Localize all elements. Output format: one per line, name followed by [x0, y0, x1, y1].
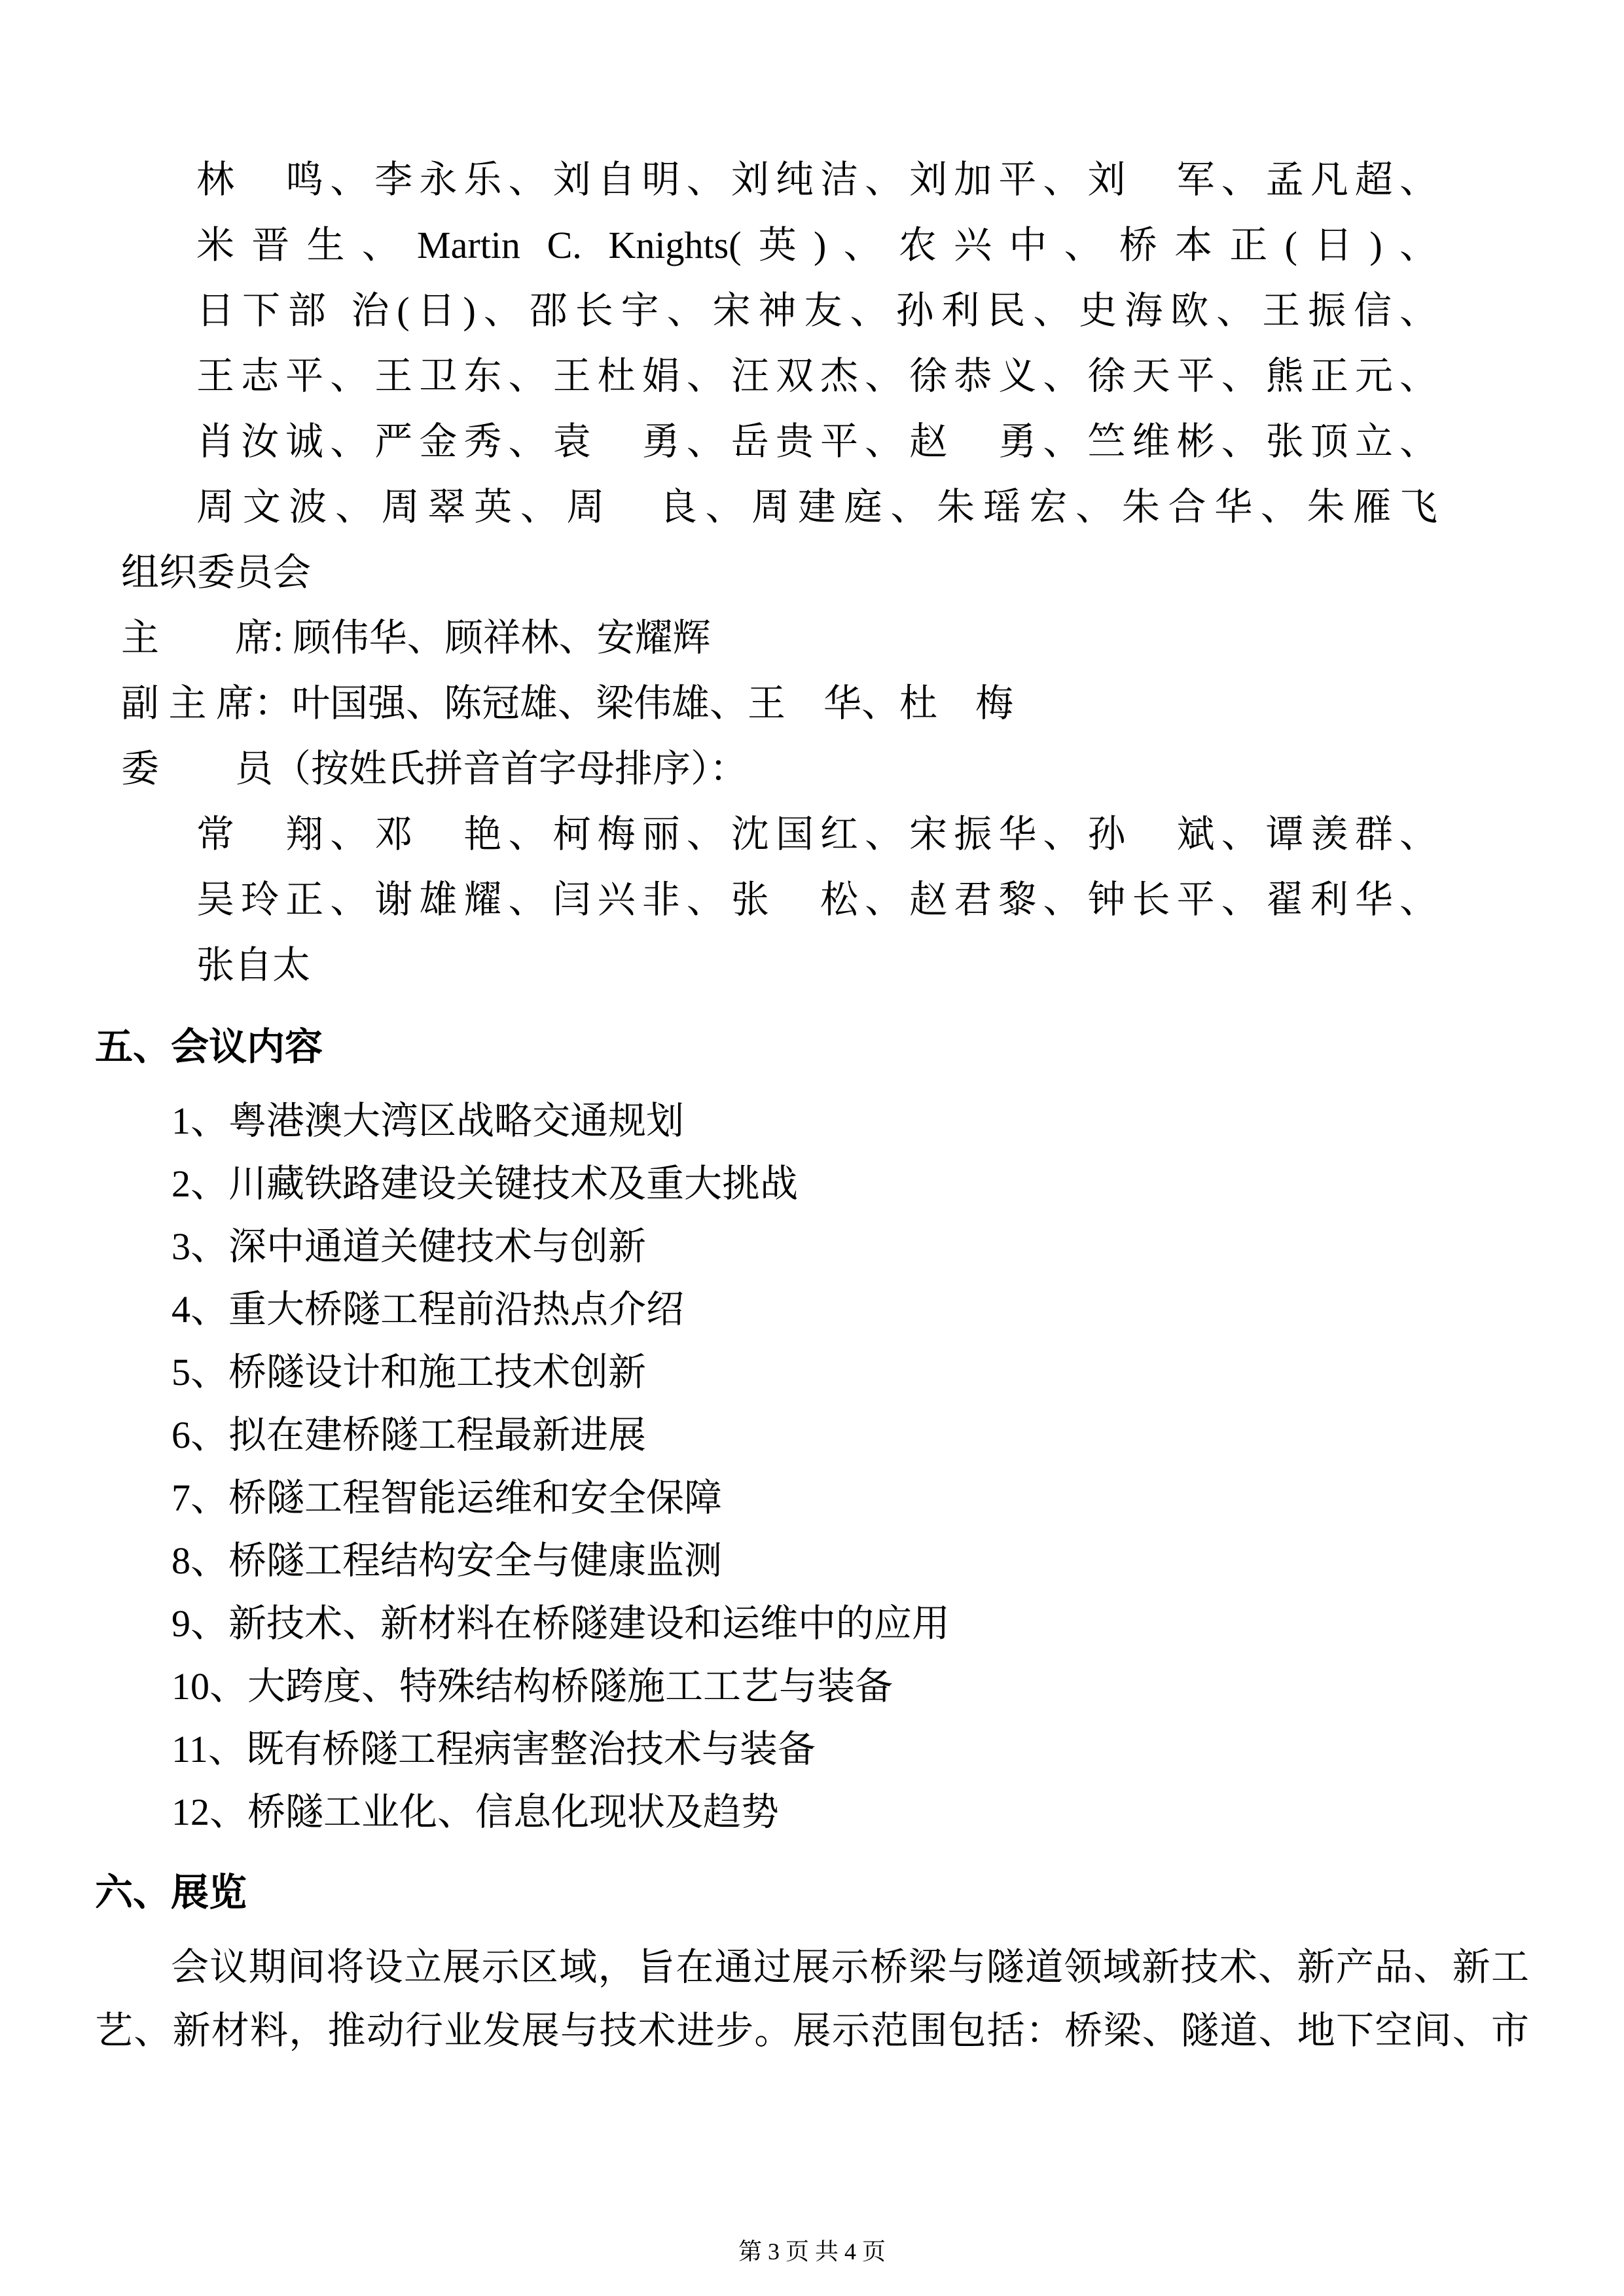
organizing-committee-title: 组织委员会	[121, 551, 312, 594]
section6-heading: 六、展览	[95, 1871, 247, 1914]
agenda-item: 1、粤港澳大湾区战略交通规划	[171, 1100, 685, 1142]
page-footer: 第 3 页 共 4 页	[738, 2238, 886, 2265]
advisory-names-line: 林 鸣、李永乐、刘自明、刘纯洁、刘加平、刘 军、孟凡超、	[196, 158, 1437, 201]
agenda-item: 9、新技术、新材料在桥隧建设和运维中的应用	[171, 1602, 950, 1645]
chair-line: 主 席: 顾伟华、顾祥林、安耀辉	[121, 617, 711, 659]
member-names-line: 常 翔、邓 艳、柯梅丽、沈国红、宋振华、孙 斌、谭羡群、	[196, 813, 1437, 855]
member-names-block	[196, 802, 1529, 998]
member-names-line: 吴玲正、谢雄耀、闫兴非、张 松、赵君黎、钟长平、翟利华、	[196, 878, 1437, 921]
agenda-item: 11、既有桥隧工程病害整治技术与装备	[171, 1728, 816, 1770]
agenda-item: 3、深中通道关健技术与创新	[171, 1225, 647, 1268]
agenda-item: 2、川藏铁路建设关键技术及重大挑战	[171, 1162, 799, 1205]
advisory-names-line: 日下部 治(日)、邵长宇、宋神友、孙利民、史海欧、王振信、	[196, 289, 1437, 332]
member-label-line: 委 员（按姓氏拼音首字母排序）：	[121, 747, 748, 790]
agenda-item: 8、桥隧工程结构安全与健康监测	[171, 1539, 723, 1582]
section5-heading: 五、会议内容	[95, 1026, 323, 1068]
advisory-names-line: 肖汝诚、严金秀、袁 勇、岳贵平、赵 勇、竺维彬、张顶立、	[196, 420, 1437, 463]
section5-items	[95, 1090, 1529, 1844]
advisory-names-line: 米晋生、Martin C. Knights(英)、农兴中、桥本正(日)、	[196, 224, 1437, 266]
paragraph-line: 会议期间将设立展示区域，旨在通过展示桥梁与隧道领域新技术、新产品、新工	[171, 1946, 1529, 1988]
vice-chair-line: 副 主 席：叶国强、陈冠雄、梁伟雄、王 华、杜 梅	[121, 682, 1014, 725]
advisory-names-line: 王志平、王卫东、王杜娟、汪双杰、徐恭义、徐天平、熊正元、	[196, 355, 1437, 397]
agenda-item: 12、桥隧工业化、信息化现状及趋势	[171, 1791, 780, 1833]
paragraph-line: 艺、新材料，推动行业发展与技术进步。展示范围包括：桥梁、隧道、地下空间、市	[95, 2009, 1529, 2052]
agenda-item: 6、拟在建桥隧工程最新进展	[171, 1414, 647, 1456]
agenda-item: 5、桥隧设计和施工技术创新	[171, 1351, 647, 1393]
agenda-item: 7、桥隧工程智能运维和安全保障	[171, 1477, 723, 1519]
member-names-line: 张自太	[196, 944, 311, 986]
section6-paragraph	[95, 1935, 1529, 2062]
agenda-item: 10、大跨度、特殊结构桥隧施工工艺与装备	[171, 1665, 893, 1708]
advisory-names-block	[196, 147, 1529, 540]
advisory-names-line: 周文波、周翠英、周 良、周建庭、朱瑶宏、朱合华、朱雁飞	[196, 486, 1437, 528]
agenda-item: 4、重大桥隧工程前沿热点介绍	[171, 1288, 685, 1331]
